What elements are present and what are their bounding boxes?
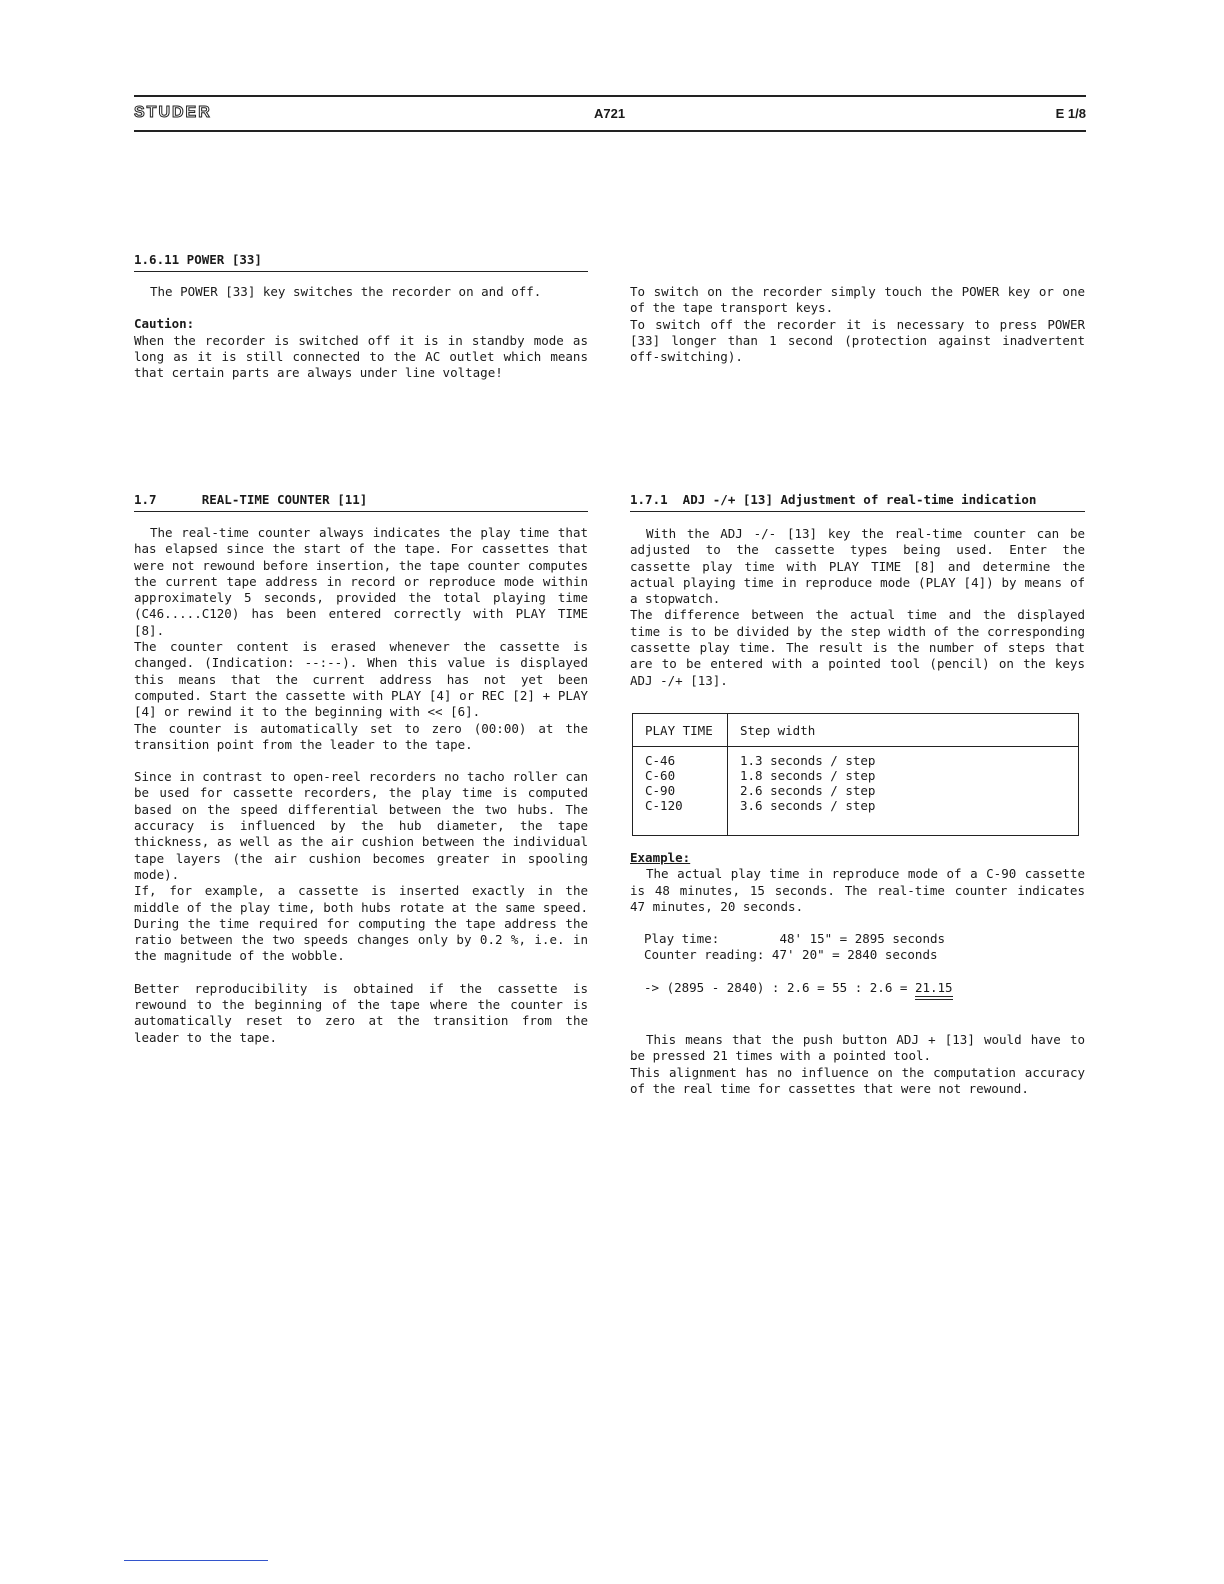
page-number: E 1/8 [1055,106,1086,121]
counter-paragraph-6: Better reproducibility is obtained if the cassette is rewound to the beginning of the tape where the counter is automatically reset to zero at the transition from the leader to the tape. [134,980,588,1045]
table-row [633,747,1079,836]
table-header-row [633,714,1079,747]
power-section-title: 1.6.11 POWER [33] [134,252,588,272]
power-switch-off: To switch off the recorder it is necessary to press POWER [33] longer than 1 second (protection against inadvertent off-switching). [630,316,1085,365]
caution-label: Caution: [134,316,195,332]
power-right-column [630,284,1085,365]
power-switch-on: To switch on the recorder simply touch the POWER key or one of the tape transport keys. [630,284,1085,316]
calc-result: 21.15 [915,980,953,1000]
brand-logo: STUDER [134,104,212,121]
example-label: Example: [630,850,691,865]
table-cell-type: C-46 [645,753,676,768]
counter-paragraph-3: The counter is automatically set to zero (00:00) at the transition point from the leader to the tape. [134,720,588,752]
adj-section-title: 1.7.1 ADJ -/+ [13] Adjustment of real-time indication [630,492,1085,512]
calc-formula [630,980,1085,1000]
adj-paragraph-2: The difference between the actual time and the displayed time is to be divided by the step width of the corresponding cassette play time. The result is the number of steps that are to be entered with a pointed tool (pencil) on the keys ADJ -/+ [13]. [630,607,1085,688]
table-cell-type: C-120 [645,798,683,813]
table-cell-step: 1.3 seconds / step [740,753,876,768]
caution-text: When the recorder is switched off it is in standby mode as long as it is still connected to the AC outlet which means that certain parts are always under line voltage! [134,332,588,381]
counter-paragraph-2: The counter content is erased whenever the cassette is changed. (Indication: --:--). When this value is displayed this means that the current address has not yet been computed. Start the cassette with PLAY [4] or REC [2] + PLAY [4] or rewind it to the beginning with << [6]. [134,639,588,720]
table-cell-step: 1.8 seconds / step [740,768,876,783]
counter-paragraph-5: If, for example, a cassette is inserted exactly in the middle of the play time, both hubs rotate at the same speed. During the time required for computing the tape address the ratio between the two speeds changes only by 0.2 %, i.e. in the magnitude of the wobble. [134,883,588,964]
footnote-rule [124,1560,268,1561]
adj-paragraph-1: With the ADJ -/- [13] key the real-time counter can be adjusted to the cassette types being used. Enter the cassette play time with PLAY TIME [8] and determine the actual playing time in reproduce mode (PLAY [4]) by means of a stopwatch. [630,526,1085,607]
calc-formula-text: -> (2895 - 2840) : 2.6 = 55 : 2.6 = [644,979,915,995]
example-block [630,850,1085,1097]
counter-paragraph-4: Since in contrast to open-reel recorders no tacho roller can be used for cassette recorders, the play time is computed based on the speed differential between the two hubs. The accuracy is influenced by the hub diameter, the tape thickness, as well as the air cushion between the individual tape layers (the air cushion becomes greater in spooling mode). [134,769,588,882]
table-header-play-time: PLAY TIME [633,714,728,747]
adj-paragraph-3: This means that the push button ADJ + [13] would have to be pressed 21 times with a pointed tool. [630,1032,1085,1064]
adj-intro-column [630,526,1085,689]
calc-counter-reading: Counter reading: 47' 20" = 2840 seconds [644,947,938,963]
table-cell-step: 2.6 seconds / step [740,783,876,798]
counter-section-title: 1.7 REAL-TIME COUNTER [11] [134,492,588,512]
header-top-rule [134,95,1086,97]
counter-column [134,525,588,1046]
power-left-column [134,284,588,381]
header-bottom-rule [134,130,1086,132]
table-cell-step: 3.6 seconds / step [740,798,876,813]
example-text: The actual play time in reproduce mode of a C-90 cassette is 48 minutes, 15 seconds. The real-time counter indicates 47 minutes, 20 seconds. [630,866,1085,914]
table-cell-type: C-60 [645,768,676,783]
step-width-table [632,713,1079,836]
counter-paragraph-1: The real-time counter always indicates the play time that has elapsed since the start of the tape. For cassettes that were not rewound before insertion, the tape counter computes the current tape address in record or reproduce mode within approximately 5 seconds, provided the total playing time (C46.....C120) has been entered correctly with PLAY TIME [8]. [134,525,588,638]
table-cell-type: C-90 [645,783,676,798]
adj-paragraph-4: This alignment has no influence on the computation accuracy of the real time for cassettes that were not rewound. [630,1064,1085,1096]
table-header-step-width: Step width [728,714,1079,747]
model-name: A721 [594,106,626,121]
calc-play-time: Play time: 48' 15" = 2895 seconds [644,931,946,947]
power-intro: The POWER [33] key switches the recorder on and off. [150,284,542,299]
